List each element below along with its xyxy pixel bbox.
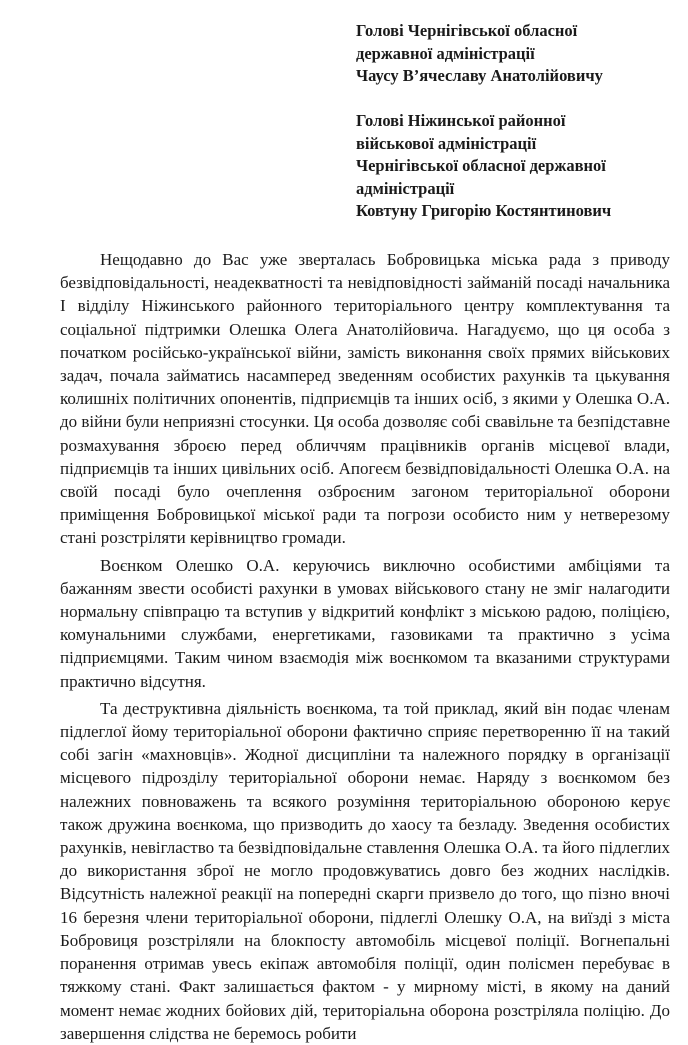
addressee-line: Голові Чернігівської обласної: [356, 21, 578, 40]
letter-body: [60, 248, 670, 1045]
addressee-line: державної адміністрації: [356, 43, 535, 63]
body-paragraph: Нещодавно до Вас уже зверталась Бобровицька міська рада з приводу безвідповідальності, неадекватності та невідповідності займаній посаді начальника І відділу Ніжинського районного територіального центру комплектування та соціальної підтримки Олешка Олега Анатолійовича. Нагадуємо, що ця особа з початком російсько-української війни, замість виконання своїх прямих військових задач, почала займатись насамперед зведенням особистих рахунків та цькування колишніх політичних опонентів, підприємців та інших осіб, з якими у Олешка О.А. до війни були неприязні стосунки. Ця особа дозволяє собі свавільне та безпідставне розмахування зброєю перед обличчям працівників органів місцевої влади, підприємців та інших цивільних осіб. Апогеєм безвідповідальності Олешка О.А. на своїй посаді було очеплення озброєним загоном територіальної оборони приміщення Бобровицької міської ради та погрози особисто ним у нетверезому стані розстріляти керівництво громади.: [60, 250, 670, 548]
addressee-line: Ковтуну Григорію Костянтинович: [356, 201, 612, 220]
body-paragraph: Та деструктивна діяльність воєнкома, та той приклад, який він подає членам підлеглої йому територіальної оборони фактично сприяє перетворенню її на такий собі загін «махновців». Жодної дисципліни та належного порядку в організації місцевого підрозділу територіальної оборони немає. Наряду з воєнкомом без належних повноважень та всякого розуміння територіальною обороною керує також дружина воєнкома, що призводить до хаосу та безладу. Зведення особистих рахунків, невігластво та безвідповідальне ставлення Олешка О.А. та його підлеглих до використання зброї не могло продовжуватись довго без жодних наслідків. Відсутність належної реакції на попередні скарги призвело до того, що пізно вночі 16 березня члени територіальної оборони, підлеглі Олешку О.А, на виїзді з міста Бобровиця розстріляли на блокпосту автомобіль місцевої поліції. Вогнепальні поранення отримав увесь екіпаж автомобіля поліції, один полісмен перебуває в тяжкому стані. Факт залишається фактом - у мирному місті, в якому на даний момент немає жодних бойових дій, територіальна оборона розстріляла поліцію. До завершення слідства не беремось робити: [60, 698, 670, 1043]
addressee-block-rayon: [356, 110, 611, 223]
addressee-line: Чаусу В’ячеславу Анатолійовичу: [356, 66, 603, 85]
addressee-line: адміністрації: [356, 178, 455, 198]
body-paragraph: Воєнком Олешко О.А. керуючись виключно особистими амбіціями та бажанням звести особисті рахунки в умовах військового стану не зміг налагодити нормальну співпрацю та вступив у відкритий конфлікт з міською радою, поліцією, комунальними службами, енергетиками, газовиками та практично з усіма підприємцями. Таким чином взаємодія між воєнкомом та вказаними структурами практично відсутня.: [60, 555, 670, 691]
addressee-line: Голові Ніжинської районної: [356, 111, 566, 130]
addressee-line: Чернігівської обласної державної: [356, 156, 606, 175]
addressee-block-oblast: [356, 20, 603, 88]
addressee-line: військової адміністрації: [356, 133, 537, 153]
